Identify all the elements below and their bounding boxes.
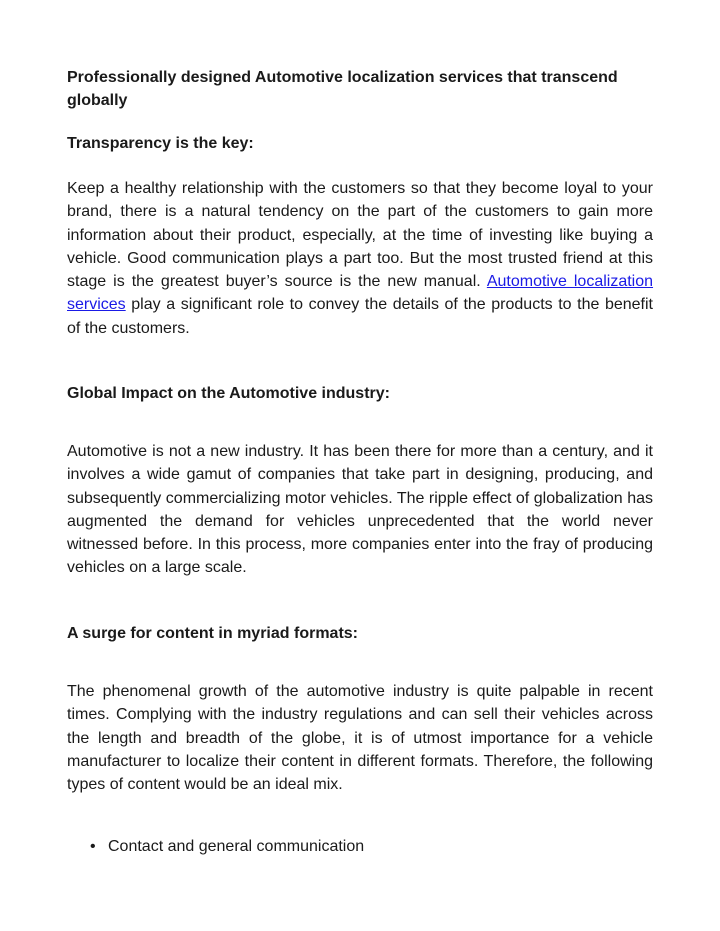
list-item-text: Contact and general communication [108, 838, 365, 855]
paragraph-transparency [67, 177, 653, 340]
section-heading-transparency: Transparency is the key: [67, 135, 254, 152]
automotive-localization-services-link[interactable]: Automotive localization services [67, 273, 654, 314]
paragraph-transparency-text-before-link: Keep a healthy relationship with the customers so that they become loyal to your brand, there is a natural tendency on the part of the customers to gain more information about their product, especially, at the time of investing like buying a vehicle. Good communication plays a part too. But the most trusted friend at this stage is the greatest buyer’s source is the new manual. [67, 180, 653, 291]
section-heading-content-surge: A surge for content in myriad formats: [67, 625, 358, 642]
bullet-icon: • [90, 838, 96, 855]
paragraph-global-impact: Automotive is not a new industry. It has been there for more than a century, and it involves a wide gamut of companies that take part in designing, producing, and subsequently commercializing motor vehicles. The ripple effect of globalization has augmented the demand for vehicles unprecedented that the world never witnessed before. In this process, more companies enter into the fray of producing vehicles on a large scale. [67, 443, 653, 577]
paragraph-content-surge: The phenomenal growth of the automotive industry is quite palpable in recent times. Complying with the industry regulations and can sell their vehicles across the length and breadth of the globe, it is of utmost importance for a vehicle manufacturer to localize their content in different formats. Therefore, the following types of content would be an ideal mix. [67, 683, 653, 794]
paragraph-transparency-text-after-link: play a significant role to convey the details of the products to the benefit of the customers. [67, 296, 653, 337]
list-item [90, 835, 650, 858]
content-types-list [90, 835, 650, 858]
section-heading-global-impact: Global Impact on the Automotive industry: [67, 385, 390, 402]
document-title: Professionally designed Automotive localization services that transcend globally [67, 69, 618, 109]
